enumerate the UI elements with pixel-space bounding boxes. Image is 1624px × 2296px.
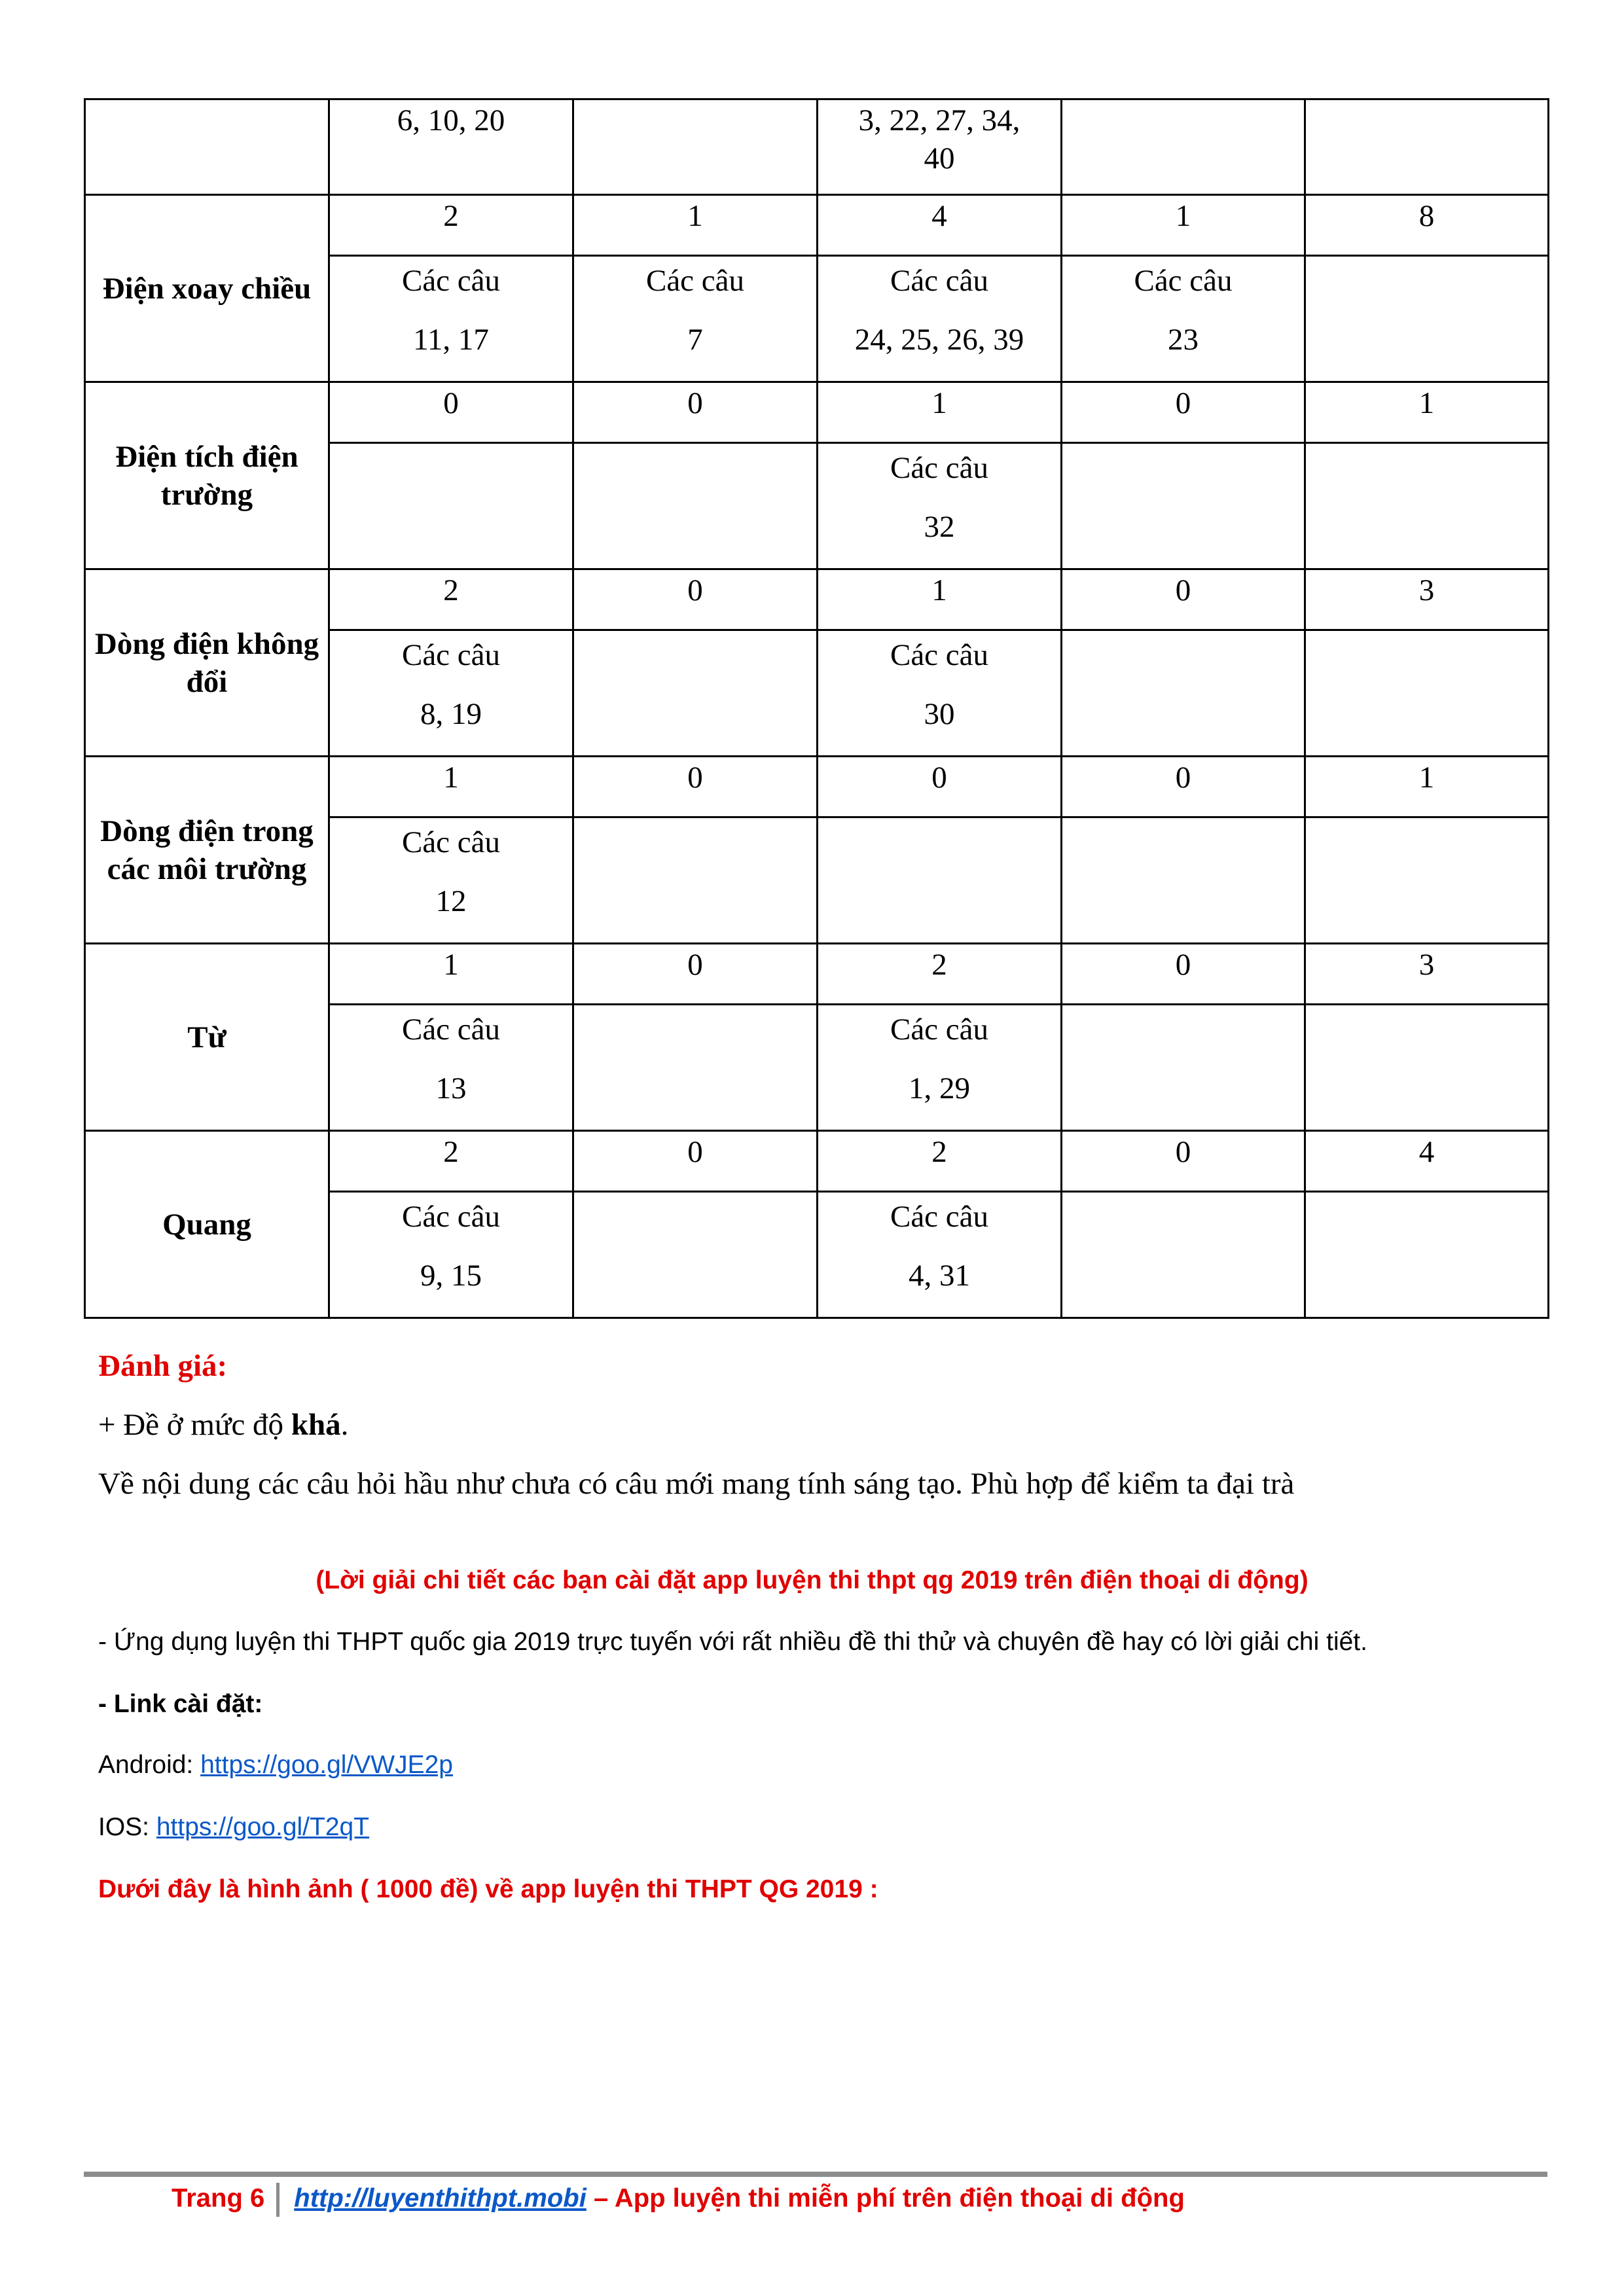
ref-label — [1062, 636, 1304, 674]
topic-cell: Điện tích điện trường — [85, 382, 329, 569]
ref-items: 30 — [924, 697, 955, 731]
ref-label — [1306, 823, 1547, 861]
ref-label — [574, 1198, 816, 1236]
count-cell: 4 — [1305, 1131, 1549, 1192]
question-ref-cell — [329, 443, 573, 569]
ref-label — [1062, 1198, 1304, 1236]
count-cell: 2 — [329, 195, 573, 256]
question-ref-cell — [1305, 443, 1549, 569]
table-row-counts — [85, 757, 1549, 817]
count-cell: 0 — [1062, 569, 1305, 630]
count-cell: 0 — [573, 944, 818, 1005]
question-ref-cell — [573, 443, 818, 569]
ref-label: Các câu — [1134, 264, 1233, 298]
table-row-counts — [85, 569, 1549, 630]
ref-items: 1, 29 — [909, 1071, 970, 1105]
ios-label: IOS: — [98, 1813, 156, 1841]
ref-label: Các câu — [401, 1200, 501, 1234]
table-row-counts — [85, 382, 1549, 443]
table-row-counts — [85, 195, 1549, 256]
question-ref-cell — [329, 256, 573, 382]
count-cell: 0 — [573, 1131, 818, 1192]
count-cell: 0 — [818, 757, 1062, 817]
table-cell — [818, 99, 1062, 195]
count-cell: 2 — [329, 1131, 573, 1192]
count-cell: 0 — [573, 569, 818, 630]
count-cell: 3 — [1305, 944, 1549, 1005]
ref-label: Các câu — [890, 638, 989, 672]
question-matrix-table — [84, 98, 1549, 1319]
evaluation-title: Đánh giá: — [98, 1349, 228, 1383]
topic-cell: Quang — [85, 1131, 329, 1318]
count-cell: 8 — [1305, 195, 1549, 256]
table-cell — [1305, 99, 1549, 195]
ref-label — [574, 449, 816, 487]
install-link-title: - Link cài đặt: — [98, 1690, 263, 1718]
ref-items: 11, 17 — [413, 323, 489, 357]
question-ref-cell — [1062, 443, 1305, 569]
footer-site-link[interactable]: http://luyenthithpt.mobi — [294, 2183, 586, 2213]
topic-cell: Từ — [85, 944, 329, 1131]
footer-divider — [84, 2172, 1547, 2177]
footer-separator — [276, 2183, 280, 2217]
page-number: Trang 6 — [171, 2183, 265, 2213]
app-description: - Ứng dụng luyện thi THPT quốc gia 2019 trực tuyến với rất nhiều đề thi thử và chuyên đề hay có lời giải chi tiết. — [98, 1628, 1367, 1656]
ios-link[interactable]: https://goo.gl/T2qT — [156, 1813, 370, 1841]
ref-items: 24, 25, 26, 39 — [854, 323, 1024, 357]
count-cell: 0 — [1062, 944, 1305, 1005]
ref-label — [1306, 1011, 1547, 1049]
count-cell: 1 — [1062, 195, 1305, 256]
count-cell: 0 — [573, 382, 818, 443]
solution-note: (Lời giải chi tiết các bạn cài đặt app luyện thi thpt qg 2019 trên điện thoại di động) — [316, 1566, 1308, 1594]
count-cell: 0 — [1062, 382, 1305, 443]
ref-label — [574, 1011, 816, 1049]
ref-items: 13 — [435, 1071, 467, 1105]
android-link-line — [98, 1751, 453, 1780]
table-row-continuation — [85, 99, 1549, 195]
ref-label — [330, 449, 572, 487]
cell-text: 6, 10, 20 — [397, 103, 505, 137]
android-link[interactable]: https://goo.gl/VWJE2p — [200, 1751, 453, 1779]
question-ref-cell — [1062, 256, 1305, 382]
ref-label — [1062, 449, 1304, 487]
count-cell: 0 — [573, 757, 818, 817]
app-image-caption: Dưới đây là hình ảnh ( 1000 đề) về app luyện thi THPT QG 2019 : — [98, 1875, 878, 1903]
android-label: Android: — [98, 1751, 201, 1779]
cell-text: 40 — [924, 141, 955, 175]
ref-label: Các câu — [401, 1013, 501, 1047]
question-ref-cell — [1062, 817, 1305, 944]
question-ref-cell — [1062, 1005, 1305, 1131]
ref-label — [1306, 636, 1547, 674]
question-ref-cell — [329, 630, 573, 757]
question-ref-cell — [818, 1005, 1062, 1131]
question-ref-cell — [329, 1005, 573, 1131]
question-ref-cell — [1305, 1005, 1549, 1131]
footer-tagline: – App luyện thi miễn phí trên điện thoại di động — [586, 2183, 1185, 2213]
question-ref-cell — [573, 630, 818, 757]
topic-cell: Dòng điện không đổi — [85, 569, 329, 757]
question-ref-cell — [1305, 1192, 1549, 1318]
question-ref-cell — [573, 1005, 818, 1131]
count-cell: 0 — [329, 382, 573, 443]
count-cell: 1 — [1305, 382, 1549, 443]
question-ref-cell — [1305, 256, 1549, 382]
topic-cell: Điện xoay chiều — [85, 195, 329, 382]
ref-label: Các câu — [890, 1013, 989, 1047]
ref-items: 8, 19 — [420, 697, 482, 731]
ref-label: Các câu — [890, 1200, 989, 1234]
table-cell — [1062, 99, 1305, 195]
question-ref-cell — [1305, 817, 1549, 944]
count-cell: 1 — [329, 944, 573, 1005]
question-ref-cell — [1062, 1192, 1305, 1318]
table-cell — [85, 99, 329, 195]
count-cell: 1 — [1305, 757, 1549, 817]
evaluation-level-value: khá — [291, 1408, 341, 1442]
topic-cell: Dòng điện trong các môi trường — [85, 757, 329, 944]
ref-label — [818, 823, 1060, 861]
count-cell: 1 — [573, 195, 818, 256]
question-ref-cell — [818, 256, 1062, 382]
count-cell: 1 — [818, 569, 1062, 630]
ref-label — [1062, 1011, 1304, 1049]
question-ref-cell — [329, 817, 573, 944]
ref-items: 9, 15 — [420, 1259, 482, 1293]
count-cell: 0 — [1062, 1131, 1305, 1192]
question-ref-cell — [818, 1192, 1062, 1318]
ref-label: Các câu — [401, 825, 501, 859]
ref-label: Các câu — [645, 264, 745, 298]
question-ref-cell — [329, 1192, 573, 1318]
table-row-counts — [85, 1131, 1549, 1192]
question-ref-cell — [573, 256, 818, 382]
count-cell: 4 — [818, 195, 1062, 256]
ref-label: Các câu — [401, 638, 501, 672]
ref-label — [574, 636, 816, 674]
table-cell — [573, 99, 818, 195]
ref-label — [1306, 1198, 1547, 1236]
question-ref-cell — [573, 817, 818, 944]
ref-label: Các câu — [890, 264, 989, 298]
ref-items: 23 — [1168, 323, 1199, 357]
ref-label — [1306, 449, 1547, 487]
question-ref-cell — [818, 817, 1062, 944]
ref-label — [1306, 262, 1547, 300]
ref-label: Các câu — [401, 264, 501, 298]
count-cell: 3 — [1305, 569, 1549, 630]
question-ref-cell — [818, 443, 1062, 569]
page-footer — [171, 2183, 1185, 2217]
question-ref-cell — [818, 630, 1062, 757]
count-cell: 2 — [818, 944, 1062, 1005]
evaluation-level-prefix: + Đề ở mức độ — [98, 1408, 291, 1442]
table-row-counts — [85, 944, 1549, 1005]
count-cell: 2 — [329, 569, 573, 630]
evaluation-level-suffix: . — [340, 1408, 349, 1442]
ios-link-line — [98, 1813, 369, 1842]
ref-label: Các câu — [890, 451, 989, 485]
count-cell: 1 — [818, 382, 1062, 443]
ref-items: 4, 31 — [909, 1259, 970, 1293]
cell-text: 3, 22, 27, 34, — [858, 103, 1020, 137]
ref-items: 7 — [687, 323, 703, 357]
ref-items: 32 — [924, 510, 955, 544]
question-ref-cell — [1062, 630, 1305, 757]
question-ref-cell — [1305, 630, 1549, 757]
ref-label — [574, 823, 816, 861]
question-ref-cell — [573, 1192, 818, 1318]
table-cell — [329, 99, 573, 195]
evaluation-comment: Về nội dung các câu hỏi hầu như chưa có câu mới mang tính sáng tạo. Phù hợp để kiểm ta đại trà — [98, 1467, 1295, 1501]
count-cell: 2 — [818, 1131, 1062, 1192]
count-cell: 0 — [1062, 757, 1305, 817]
ref-label — [1062, 823, 1304, 861]
count-cell: 1 — [329, 757, 573, 817]
evaluation-level — [98, 1407, 348, 1443]
ref-items: 12 — [435, 884, 467, 918]
